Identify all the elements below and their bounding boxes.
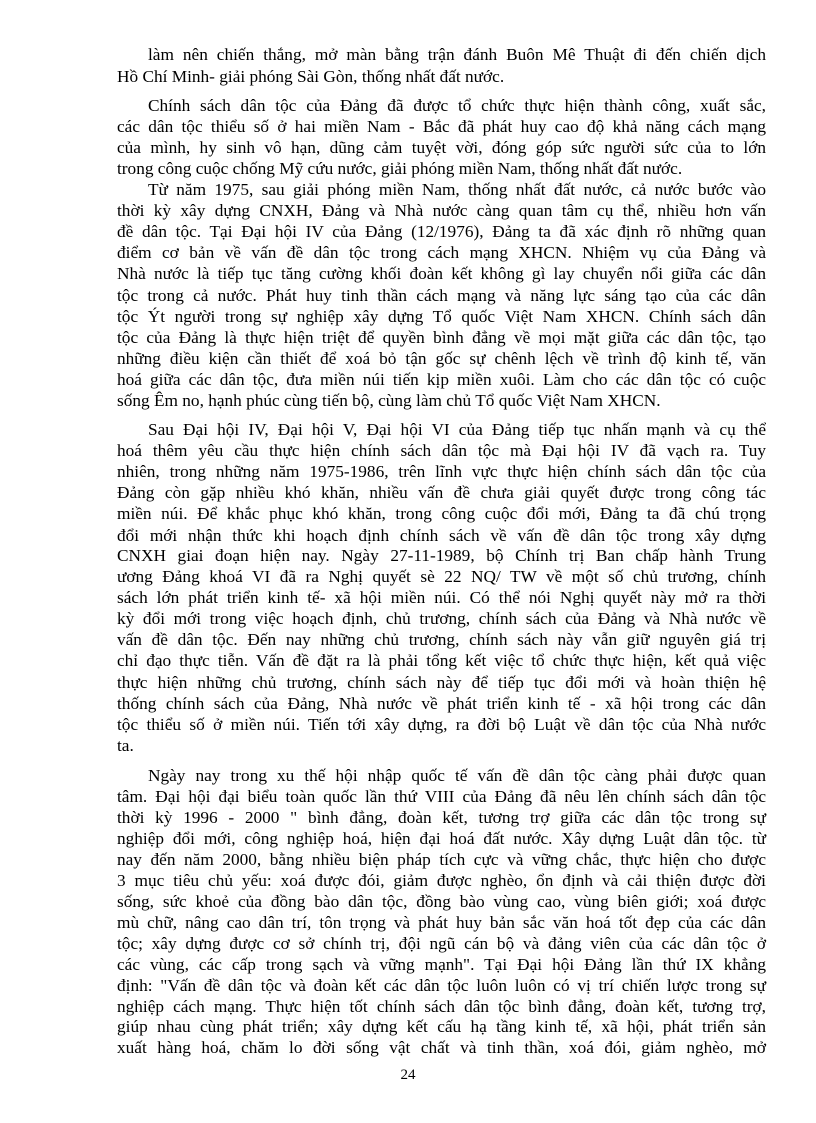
text-line: nghiệp cách mạng. Thực hiện tốt chính sách dân tộc bình đẳng, đoàn kết, tương trợ, — [117, 997, 766, 1016]
text-line: thực hiện những chủ trương, chính sách này để tiếp tục đổi mới và hoàn thiện hệ — [117, 673, 766, 692]
text-line: thời kỳ xây dựng CNXH, Đảng và Nhà nước càng quan tâm cụ thể, nhiều hơn vấn — [117, 201, 766, 220]
page-number: 24 — [400, 1067, 416, 1083]
text-line: tâm. Đại hội đại biểu toàn quốc lần thứ VIII của Đảng đã nêu lên chính sách dân tộc — [117, 787, 766, 806]
text-line: đề dân tộc. Tại Đại hội IV của Đảng (12/1976), Đảng ta đã xác định rõ những quan — [117, 222, 766, 241]
text-line: CNXH giai đoạn hiện nay. Ngày 27-11-1989, bộ Chính trị Ban chấp hành Trung — [117, 546, 766, 565]
text-line: nghiệp đổi mới, công nghiệp hoá, hiện đại hoá đất nước. Xây dựng Luật dân tộc. từ — [117, 829, 766, 848]
text-line: 3 mục tiêu chủ yếu: xoá được đói, giảm được nghèo, ổn định và cải thiện được đời — [117, 871, 766, 890]
text-line: các dân tộc thiểu số ở hai miền Nam - Bắc đã phát huy cao độ khả năng cách mạng — [117, 117, 766, 136]
text-line: nhiên, trong những năm 1975-1986, trên lĩnh vực thực hiện chính sách dân tộc của — [117, 462, 766, 481]
text-line: những điều kiện cần thiết để xoá bỏ tận gốc sự chênh lệch về trình độ kinh tế, văn — [117, 349, 766, 368]
text-line: chỉ đạo thực tiễn. Vấn đề đặt ra là phải tổng kết việc tổ chức thực hiện, kết quả việc — [117, 651, 766, 670]
text-line: vấn đề dân tộc. Đến nay những chủ trương, chính sách này vẫn giữ nguyên giá trị — [117, 630, 766, 649]
text-line: tộc trong cả nước. Phát huy tinh thần cách mạng và năng lực sáng tạo của các dân — [117, 286, 766, 305]
text-line: trong công cuộc chống Mỹ cứu nước, giải phóng miền Nam, thống nhất đất nước. — [117, 159, 683, 178]
text-line: thống chính sách của Đảng, Nhà nước về phát triển kinh tế - xã hội trong các dân — [117, 694, 766, 713]
text-line: ương Đảng khoá VI đã ra Nghị quyết sè 22 NQ/ TW về một số chủ trương, chính — [117, 567, 766, 586]
text-line: Chính sách dân tộc của Đảng đã được tổ chức thực hiện thành công, xuất sắc, — [148, 96, 766, 115]
text-line: định: "Vấn đề dân tộc và đoàn kết các dân tộc luôn luôn có vị trí chiến lược trong sự — [117, 976, 766, 995]
text-line: giúp nhau cùng phát triển; xây dựng kết cấu hạ tầng kinh tế, xã hội, phát triển sản — [117, 1017, 766, 1036]
text-line: Sau Đại hội IV, Đại hội V, Đại hội VI của Đảng tiếp tục nhấn mạnh và cụ thể — [148, 420, 766, 439]
text-line: sách lớn phát triển kinh tế- xã hội miền núi. Có thể nói Nghị quyết này mở ra thời — [117, 588, 766, 607]
text-line: xuất hàng hoá, chăm lo đời sống vật chất và tinh thần, xoá đói, giảm nghèo, mở — [117, 1038, 766, 1057]
text-line: Hồ Chí Minh- giải phóng Sài Gòn, thống nhất đất nước. — [117, 67, 505, 86]
text-line: đổi mới nhận thức khi hoạch định chính sách về vấn đề dân tộc trong xây dựng — [117, 526, 766, 545]
text-line: Nhà nước là tiếp tục tăng cường khối đoàn kết không gì lay chuyển nổi giữa các dân — [117, 264, 766, 283]
text-line: tộc của Đảng là thực hiện triệt để quyền bình đẳng về mọi mặt giữa các dân tộc, tạo — [117, 328, 766, 347]
text-line: các vùng, các cấp trong sạch và vững mạnh". Tại Đại hội Đảng lần thứ IX khẳng — [117, 955, 766, 974]
text-line: Đảng còn gặp nhiều khó khăn, nhiều vấn đề chưa giải quyết được trong công tác — [117, 483, 766, 502]
text-line: Từ năm 1975, sau giải phóng miền Nam, thống nhất đất nước, cả nước bước vào — [148, 180, 766, 199]
text-line: miền núi. Để khắc phục khó khăn, trong công cuộc đổi mới, Đảng ta đã chú trọng — [117, 504, 766, 523]
text-line: thời kỳ 1996 - 2000 " bình đẳng, đoàn kết, tương trợ giữa các dân tộc trong sự — [117, 808, 766, 827]
text-line: sống Êm no, hạnh phúc cùng tiến bộ, cùng làm chủ Tổ quốc Việt Nam XHCN. — [117, 391, 661, 410]
text-line: kỳ đổi mới trong việc hoạch định, chủ trương, chính sách của Đảng và Nhà nước về — [117, 609, 766, 628]
text-line: điểm cơ bản về vấn đề dân tộc trong cách mạng XHCN. Nhiệm vụ của Đảng và — [117, 243, 766, 262]
text-line: nay đến năm 2000, bằng nhiều biện pháp tích cực và vững chắc, thực hiện cho được — [117, 850, 766, 869]
text-line: tộc thiểu số ở miền núi. Tiến tới xây dựng, ra đời bộ Luật về dân tộc của Nhà nước — [117, 715, 766, 734]
text-line: ta. — [117, 736, 134, 755]
text-line: sống, sức khoẻ của đồng bào dân tộc, đồng bào vùng cao, vùng biên giới; xoá được — [117, 892, 766, 911]
text-line: hoá thêm yêu cầu thực hiện chính sách dân tộc mà Đại hội IV đã vạch ra. Tuy — [117, 441, 766, 460]
text-line: hoá giữa các dân tộc, đưa miền núi tiến kịp miền xuôi. Làm cho các dân tộc có cuộc — [117, 370, 766, 389]
text-line: Ngày nay trong xu thế hội nhập quốc tế vấn đề dân tộc càng phải được quan — [148, 766, 766, 785]
text-line: làm nên chiến thắng, mở màn bằng trận đánh Buôn Mê Thuật đi đến chiến dịch — [148, 45, 766, 64]
text-line: tộc; xây dựng được cơ sở chính trị, đội ngũ cán bộ và đảng viên của các dân tộc ở — [117, 934, 766, 953]
text-line: mù chữ, nâng cao dân trí, tôn trọng và phát huy bản sắc văn hoá tốt đẹp của các dân — [117, 913, 766, 932]
text-line: tộc Ýt người trong sự nghiệp xây dựng Tổ quốc Việt Nam XHCN. Chính sách dân — [117, 307, 766, 326]
text-line: của mình, hy sinh vô hạn, dũng cảm tuyệt vời, đóng góp sức người sức của to lớn — [117, 138, 766, 157]
